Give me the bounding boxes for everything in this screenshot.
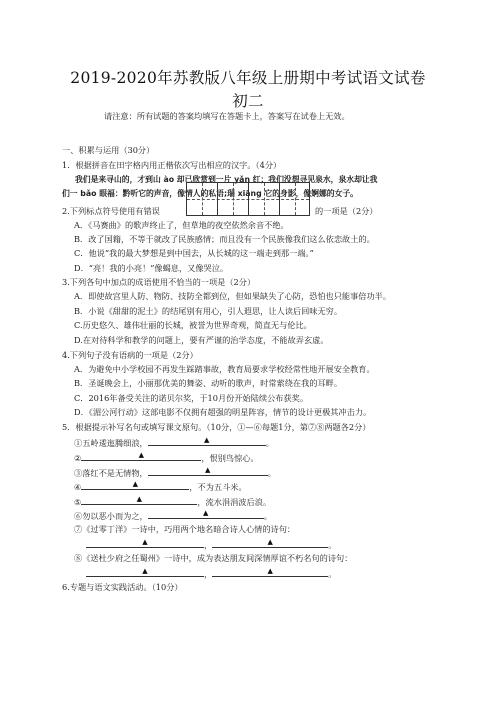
section-heading: 一、积累与运用（30分） (62, 145, 155, 155)
q5-line7-answers: ▲ ， ▲ 。 (86, 538, 336, 551)
answer-blank[interactable]: ▲ (86, 538, 204, 548)
q1-passage-line2: 们一 bǎo 眼福：黔听它的声音，像情人的私语;瑞 xiāng 它的身影，像婀娜的女子。 (62, 189, 358, 198)
q5-line7: ⑦《过零丁洋》一诗中，巧用两个地名暗合诗人心情的诗句： (74, 524, 296, 534)
q2-option-a: A．《马赛曲》的歌声终止了，但草地的夜空依然余音不绝。 (74, 220, 289, 230)
q6-stem: 6.专题与语文实践活动。（10分） (62, 582, 183, 592)
q5-line3: ③落红不是无情物， ▲ 。 (74, 466, 276, 478)
q4-option-c: C．2016年备受关注的诺贝尔奖，于10月份开始陆续公布获奖。 (74, 393, 309, 403)
tianzige-writing-grid[interactable] (186, 182, 310, 216)
q5-line8: ⑧《送杜少府之任蜀州》一诗中，成为表达朋友间深情厚谊不朽名句的诗句： (74, 553, 353, 563)
exam-title: 2019-2020年苏教版八年级上册期中考试语文试卷 (70, 69, 426, 87)
q2-option-c: C．他说“我的最大梦想是到中国去，从长城的这一端走到那一端。” (74, 248, 314, 258)
q3-stem: 3.下列各句中加点的成语使用不恰当的一项是（2分） (62, 277, 256, 287)
answer-blank[interactable]: ▲ (212, 538, 328, 548)
q3-option-b: B．小说《甜甜的泥土》的结尾别有用心，引人遐思，让人读后回味无穷。 (74, 306, 343, 316)
q4-option-d: D．《湄公河行动》这部电影不仅拥有超强的明星阵容，情节的设计更极其冲击力。 (74, 407, 372, 417)
answer-blank[interactable]: ▲ (81, 451, 201, 461)
answer-blank[interactable]: ▲ (81, 495, 197, 505)
q2-option-d: D．“亮！我的小亮！”像蝎息，又像哭泣。 (74, 263, 229, 273)
answer-blank[interactable]: ▲ (212, 567, 328, 577)
q3-option-a: A．即使故宫里人防、物防、技防全都到位，但如果缺失了心防，恐怕也只能事倍功半。 (74, 291, 392, 301)
answer-blank[interactable]: ▲ (148, 509, 264, 519)
q3-option-d: D.在对待科学和教学的问题上，要有严谨的治学态度，不能故弄玄虚。 (74, 335, 329, 345)
q5-line5: ⑤ ▲ ，流水涓涓波后浪。 (74, 495, 272, 507)
q2-option-b: B．改了国籍，不等于就改了民族感情；而且没有一个民族像我们这么依恋故土的。 (74, 234, 375, 244)
q4-stem: 4.下列句子没有语病的一项是（2分） (62, 350, 198, 360)
answer-blank[interactable]: ▲ (148, 436, 266, 446)
q5-stem: 5．根据提示补写名句或填写课文原句。（10分，①—⑥每题1分，第⑦⑧两题各2分） (62, 422, 371, 432)
q4-option-a: A．为避免中小学校园不再发生踩踏事故，教育局要求学校经常性地开展安全教育。 (74, 364, 375, 374)
q3-option-c: C.历史悠久、雄伟壮丽的长城，被誉为世界奇观，简直无与伦比。 (74, 320, 312, 330)
q5-line6: ⑥勿以恶小而为之， ▲ 。 (74, 509, 272, 521)
q4-option-b: B．圣诞晚会上，小丽那优美的舞姿、动听的歌声，时常萦绕在我的耳畔。 (74, 378, 343, 388)
q1-stem: 1．根据拼音在田字格内用正楷依次写出相应的汉字。（4分） (62, 160, 282, 170)
q5-line4: ④ ▲ ，不为五斗米。 (74, 480, 247, 492)
exam-subtitle-grade: 初二 (232, 92, 264, 110)
answer-blank[interactable]: ▲ (148, 466, 268, 476)
answer-blank[interactable]: ▲ (86, 567, 204, 577)
answer-blank[interactable]: ▲ (81, 480, 189, 490)
q2-stem-left: 2.下列标点符号使用有错误 (62, 206, 160, 216)
q5-line2: ② ▲ ，恨别鸟惊心。 (74, 451, 259, 463)
q5-line1: ①五岭逶迤腾细浪， ▲ 。 (74, 436, 274, 448)
q5-line8-answers: ▲ ， ▲ 。 (86, 567, 336, 580)
notice-text: 请注意：所有试题的答案均填写在答题卡上，答案写在试卷上无效。 (104, 111, 350, 121)
q1-passage-line1: 我们是来寻山的，才到山 ào 却已欣赏到一片 yǎn 红；我们没想寻见泉水，泉水却让我 (75, 175, 378, 184)
q2-stem-right: 的一项是（2分） (315, 206, 378, 216)
